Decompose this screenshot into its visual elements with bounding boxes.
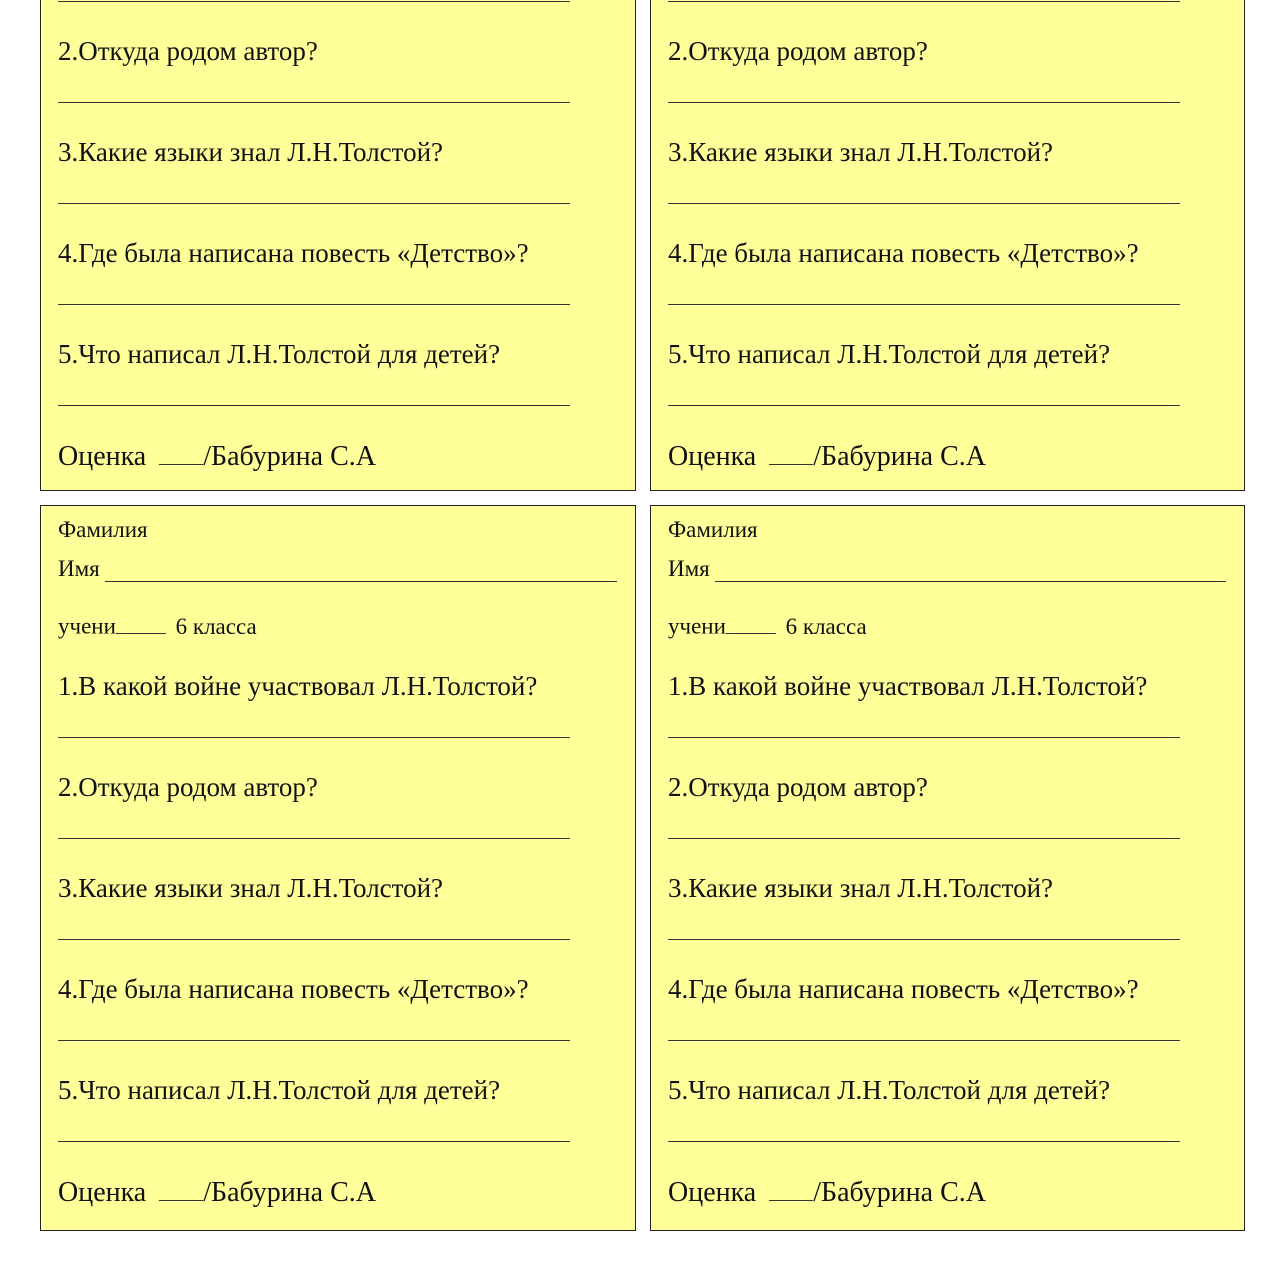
answer-line — [668, 737, 1180, 738]
answer-line — [668, 939, 1180, 940]
answer-line — [668, 838, 1180, 839]
grade-blank — [769, 439, 813, 465]
question-4: 4.Где была написана повесть «Детство»? — [668, 238, 1139, 268]
quiz-card-bottom-right — [650, 505, 1245, 1231]
name-label: Имя — [668, 556, 710, 581]
question-5: 5.Что написал Л.Н.Толстой для детей? — [58, 339, 501, 369]
class-label: 6 класса — [175, 613, 257, 639]
name-field-line — [105, 581, 617, 582]
answer-line — [668, 1, 1180, 2]
question-2: 2.Откуда родом автор? — [668, 36, 928, 66]
answer-line — [58, 102, 570, 103]
question-4: 4.Где была написана повесть «Детство»? — [668, 974, 1139, 1004]
answer-line — [58, 939, 570, 940]
grade-blank — [159, 1175, 203, 1201]
question-3: 3.Какие языки знал Л.Н.Толстой? — [668, 137, 1054, 167]
name-field-line — [715, 581, 1226, 582]
answer-line — [58, 1040, 570, 1041]
name-label: Имя — [58, 556, 100, 581]
grade-line — [58, 439, 376, 473]
answer-line — [668, 1040, 1180, 1041]
pupil-label: учени — [668, 613, 726, 639]
surname-label: Фамилия — [58, 517, 148, 542]
question-2: 2.Откуда родом автор? — [58, 772, 318, 802]
question-1: 1.В какой войне участвовал Л.Н.Толстой? — [668, 671, 1148, 701]
grade-blank — [159, 439, 203, 465]
teacher-name: /Бабурина С.А — [813, 441, 986, 473]
answer-line — [668, 1141, 1180, 1142]
pupil-ending-blank — [116, 612, 166, 634]
question-3: 3.Какие языки знал Л.Н.Толстой? — [58, 137, 444, 167]
pupil-line — [668, 612, 867, 641]
answer-line — [668, 102, 1180, 103]
question-3: 3.Какие языки знал Л.Н.Толстой? — [668, 873, 1054, 903]
answer-line — [58, 1, 570, 2]
question-4: 4.Где была написана повесть «Детство»? — [58, 974, 529, 1004]
question-4: 4.Где была написана повесть «Детство»? — [58, 238, 529, 268]
answer-line — [58, 1141, 570, 1142]
answer-line — [58, 405, 570, 406]
answer-line — [668, 203, 1180, 204]
grade-blank — [769, 1175, 813, 1201]
grade-line — [668, 1175, 986, 1209]
answer-line — [668, 405, 1180, 406]
grade-label: Оценка — [668, 1177, 757, 1209]
answer-line — [58, 737, 570, 738]
grade-line — [668, 439, 986, 473]
question-5: 5.Что написал Л.Н.Толстой для детей? — [58, 1075, 501, 1105]
question-3: 3.Какие языки знал Л.Н.Толстой? — [58, 873, 444, 903]
question-5: 5.Что написал Л.Н.Толстой для детей? — [668, 1075, 1111, 1105]
pupil-label: учени — [58, 613, 116, 639]
quiz-card-bottom-left — [40, 505, 636, 1231]
surname-label: Фамилия — [668, 517, 758, 542]
quiz-card-top-right — [650, 0, 1245, 491]
question-5: 5.Что написал Л.Н.Толстой для детей? — [668, 339, 1111, 369]
teacher-name: /Бабурина С.А — [813, 1177, 986, 1209]
question-2: 2.Откуда родом автор? — [58, 36, 318, 66]
class-label: 6 класса — [785, 613, 867, 639]
answer-line — [58, 304, 570, 305]
grade-line — [58, 1175, 376, 1209]
pupil-ending-blank — [726, 612, 776, 634]
grade-label: Оценка — [58, 441, 147, 473]
answer-line — [668, 304, 1180, 305]
question-1: 1.В какой войне участвовал Л.Н.Толстой? — [58, 671, 538, 701]
pupil-line — [58, 612, 257, 641]
quiz-card-top-left — [40, 0, 636, 491]
answer-line — [58, 203, 570, 204]
grade-label: Оценка — [668, 441, 757, 473]
question-2: 2.Откуда родом автор? — [668, 772, 928, 802]
answer-line — [58, 838, 570, 839]
teacher-name: /Бабурина С.А — [203, 441, 376, 473]
teacher-name: /Бабурина С.А — [203, 1177, 376, 1209]
grade-label: Оценка — [58, 1177, 147, 1209]
